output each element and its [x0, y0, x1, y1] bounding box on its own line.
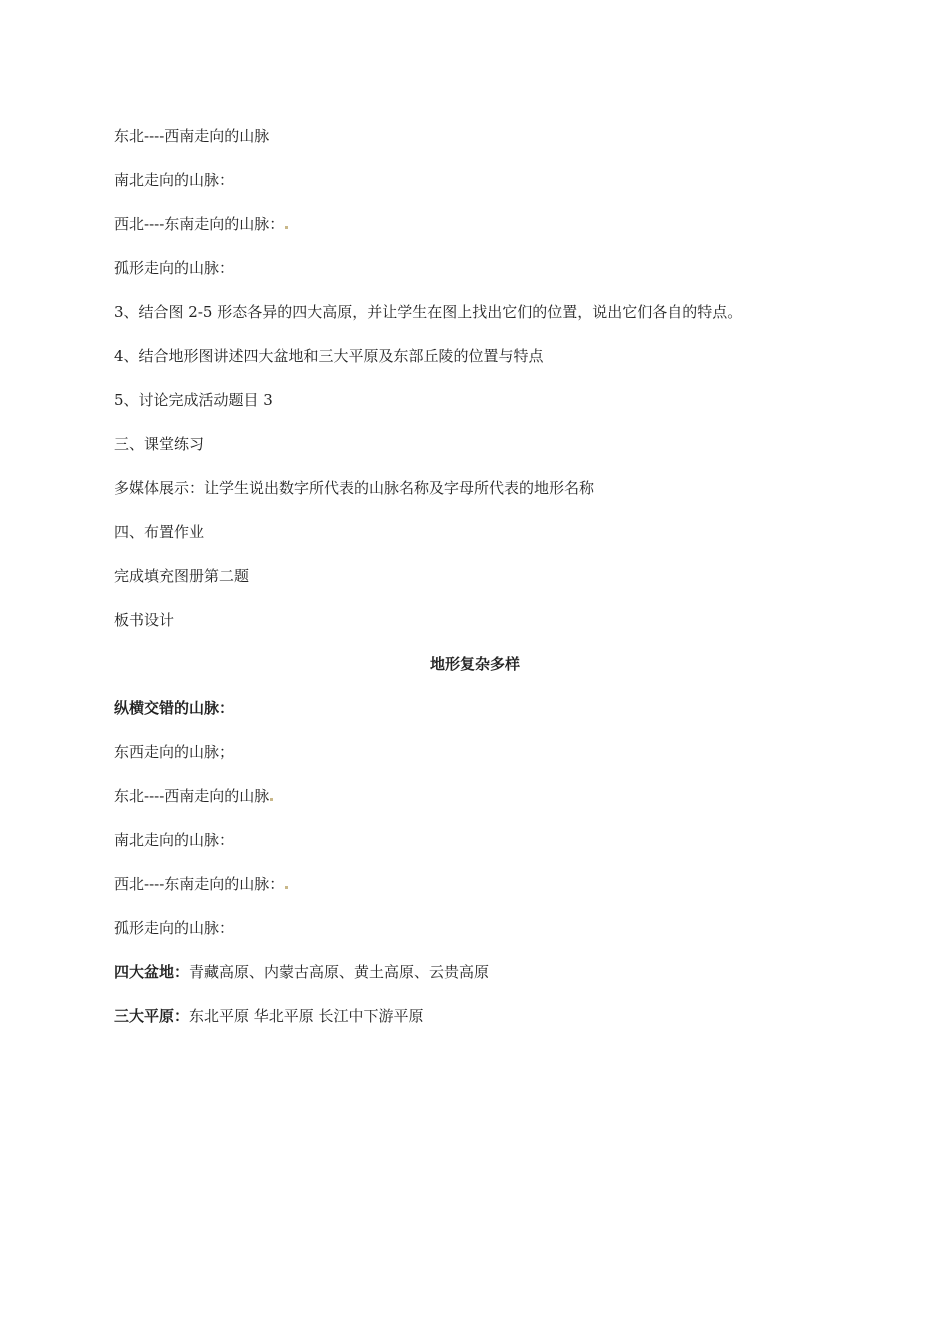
board-heading: 纵横交错的山脉： — [114, 699, 235, 717]
text-line-11: 完成填充图册第二题 — [114, 567, 250, 585]
text-line-2: 南北走向的山脉： — [114, 171, 235, 189]
ink-mark — [285, 226, 288, 229]
board-line-3: 南北走向的山脉： — [114, 831, 235, 849]
board-basins-line — [114, 962, 489, 982]
text-line-6: 4、结合地形图讲述四大盆地和三大平原及东部丘陵的位置与特点 — [114, 347, 544, 365]
plains-text: 东北平原 华北平原 长江中下游平原 — [189, 1007, 424, 1025]
text-line-12: 板书设计 — [114, 611, 175, 629]
board-line-5: 孤形走向的山脉： — [114, 919, 235, 937]
plains-label: 三大平原： — [114, 1007, 190, 1025]
basins-text: 青藏高原、内蒙古高原、黄土高原、云贵高原 — [189, 963, 490, 981]
basins-label: 四大盆地： — [114, 963, 190, 981]
section-heading-practice: 三、课堂练习 — [114, 435, 205, 453]
text-line-4: 孤形走向的山脉： — [114, 259, 235, 277]
board-line-4 — [114, 874, 289, 894]
text-line-9: 多媒体展示：让学生说出数字所代表的山脉名称及字母所代表的地形名称 — [114, 479, 595, 497]
ink-mark — [285, 886, 288, 889]
board-title: 地形复杂多样 — [429, 655, 520, 673]
board-line-1: 东西走向的山脉； — [114, 743, 235, 761]
section-heading-homework: 四、布置作业 — [114, 523, 205, 541]
text-line-1: 东北----西南走向的山脉 — [114, 127, 270, 145]
text-line-5: 3、结合图 2-5 形态各异的四大高原，并让学生在图上找出它们的位置，说出它们各自的特点。 — [114, 303, 743, 321]
board-line-2-content: 东北----西南走向的山脉 — [114, 787, 270, 805]
text-line-7: 5、讨论完成活动题目 3 — [114, 391, 273, 409]
ink-mark — [270, 798, 273, 801]
text-line-3 — [114, 214, 289, 234]
text-line-3-content: 西北----东南走向的山脉： — [114, 215, 285, 233]
board-line-2 — [114, 786, 274, 806]
board-line-4-content: 西北----东南走向的山脉： — [114, 875, 285, 893]
board-plains-line — [114, 1006, 424, 1026]
